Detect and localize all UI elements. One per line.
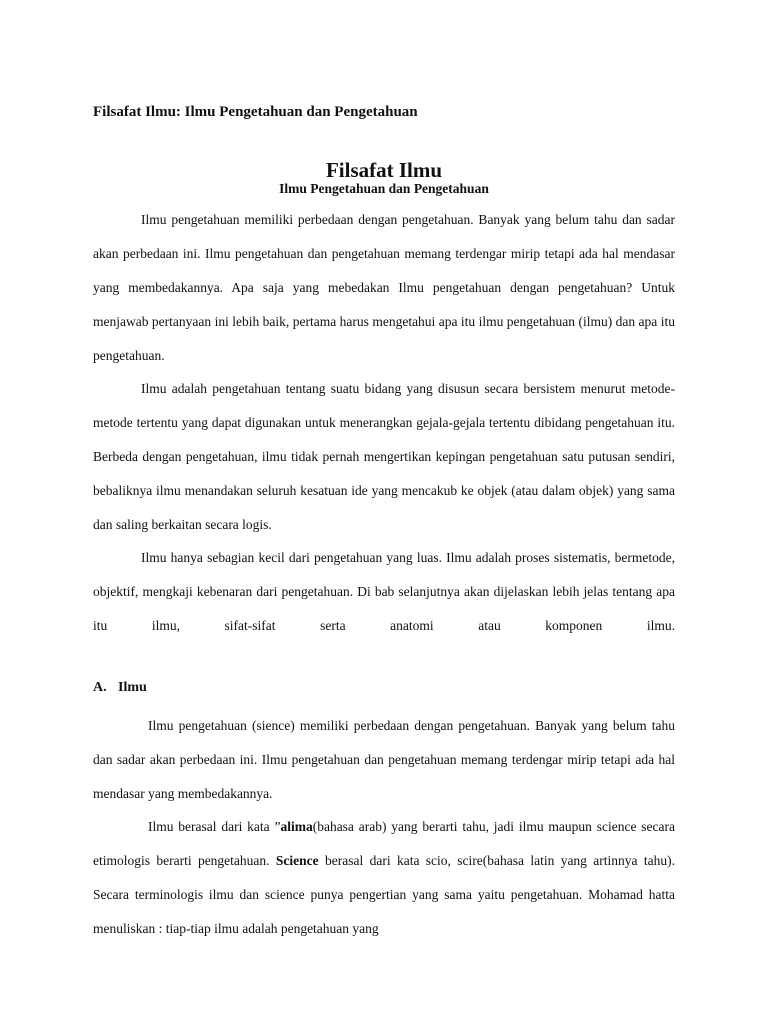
bold-term-alima: alima [280, 819, 313, 834]
paragraph-text-segment: (bahasa arab) yang berarti tahu, jadi ilmu maupun science secara etimologis berarti pengetahuan. [93, 819, 675, 868]
paragraph-text-segment: Ilmu berasal dari kata ” [148, 819, 281, 834]
section-heading-a [93, 680, 147, 696]
section-a-paragraph-2 [93, 810, 675, 950]
section-a-paragraph-1: Ilmu pengetahuan (sience) memiliki perbedaan dengan pengetahuan. Banyak yang belum tahu dan sadar akan perbedaan ini. Ilmu pengetahuan dan pengetahuan memang terdengar mirip tetapi ada hal mendasar yang membedakannya. [93, 718, 675, 801]
bold-term-science: Science [275, 853, 319, 868]
intro-paragraph-2: Ilmu adalah pengetahuan tentang suatu bidang yang disusun secara bersistem menurut metode-metode tertentu yang dapat digunakan untuk menerangkan gejala-gejala tertentu dibidang pengetahuan itu. Berbeda dengan pengetahuan, ilmu tidak pernah mengertikan kepingan pengetahuan satu putusan sendiri, bebaliknya ilmu menandakan seluruh kesatuan ide yang mencakub ke objek (atau dalam objek) yang sama dan saling berkaitan secara logis. [93, 381, 675, 532]
document-title: Filsafat Ilmu [325, 158, 443, 182]
header-title: Filsafat Ilmu: Ilmu Pengetahuan dan Pengetahuan [93, 104, 418, 120]
section-number: A. [93, 680, 107, 695]
intro-paragraph-3: Ilmu hanya sebagian kecil dari pengetahuan yang luas. Ilmu adalah proses sistematis, bermetode, objektif, mengkaji kebenaran dari pengetahuan. Di bab selanjutnya akan dijelaskan lebih jelas tentang apa itu ilmu, sifat-sifat serta anatomi atau komponen ilmu. [93, 550, 675, 633]
intro-paragraph-1: Ilmu pengetahuan memiliki perbedaan dengan pengetahuan. Banyak yang belum tahu dan sadar akan perbedaan ini. Ilmu pengetahuan dan pengetahuan memang terdengar mirip tetapi ada hal mendasar yang membedakannya. Apa saja yang mebedakan Ilmu pengetahuan dengan pengetahuan? Untuk menjawab pertanyaan ini lebih baik, pertama harus mengetahui apa itu ilmu pengetahuan (ilmu) dan apa itu pengetahuan. [93, 212, 675, 363]
section-title: Ilmu [118, 680, 147, 695]
document-subtitle: Ilmu Pengetahuan dan Pengetahuan [279, 181, 489, 196]
paragraph-text-segment: berasal dari kata scio, scire(bahasa latin yang artinnya tahu). Secara terminologis ilmu dan science punya pengertian yang sama yaitu pengetahuan. Mohamad hatta menuliskan : tiap-tiap ilmu adalah pengetahuan yang [93, 853, 675, 936]
